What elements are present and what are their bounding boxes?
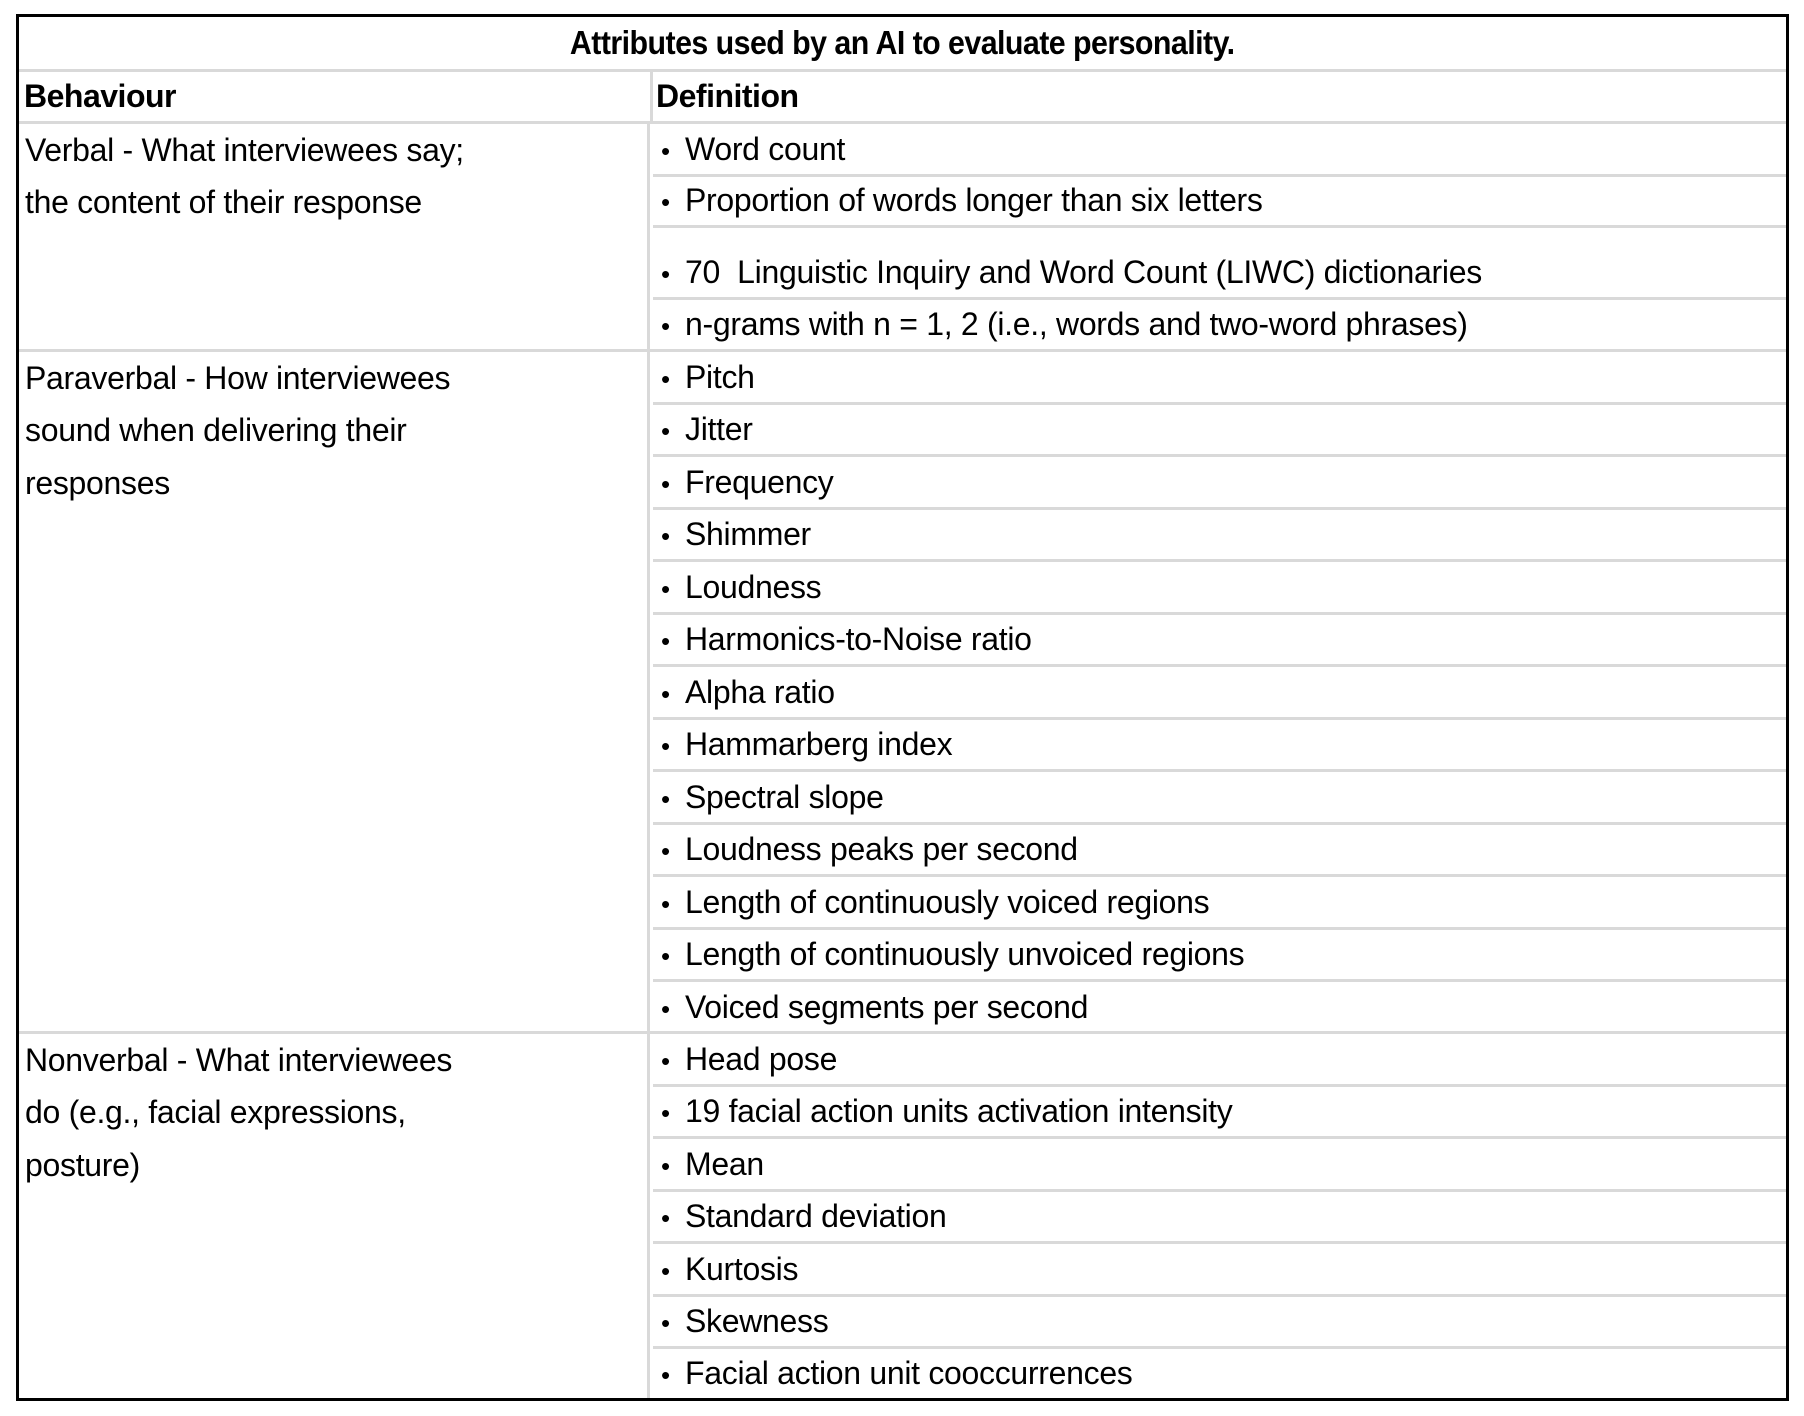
table-row [653,982,1786,1032]
table-title-row [19,17,1786,72]
table-row [653,772,1786,825]
definition-text: Pitch [685,358,755,395]
definition-list-paraverbal [653,352,1786,1032]
bullet-icon: • [661,1203,670,1233]
section-label-line: sound when delivering their [25,412,407,449]
definition-text: Standard deviation [685,1198,947,1234]
definition-text: Proportion of words longer than six letters [685,182,1263,218]
definition-text: Harmonics-to-Noise ratio [685,621,1032,657]
table-row [653,720,1786,773]
table-row [653,1087,1786,1140]
table-row [653,510,1786,563]
table-row [653,124,1786,177]
bullet-icon: • [661,521,670,551]
bullet-icon: • [661,731,670,761]
table-row [653,667,1786,720]
table-row [653,1139,1786,1192]
column-header-behaviour: Behaviour [24,78,176,114]
definition-text: Head pose [685,1040,838,1077]
table-row [653,352,1786,405]
table-row [653,405,1786,458]
bullet-icon: • [661,941,670,971]
bullet-icon: • [661,626,670,656]
definition-text: Loudness peaks per second [685,831,1078,867]
bullet-icon: • [661,1150,670,1181]
table-row [653,228,1786,300]
definition-text: n-grams with n = 1, 2 (i.e., words and two-word phrases) [685,306,1468,342]
definition-text: 19 facial action units activation intensity [685,1093,1233,1129]
definition-text: Spectral slope [685,778,884,815]
bullet-icon: • [661,136,670,166]
bullet-icon: • [661,1255,670,1286]
definition-text: Length of continuously unvoiced regions [685,936,1245,972]
bullet-icon: • [661,993,670,1024]
bullet-icon: • [661,363,670,394]
section-label-line: Verbal - What interviewees say; [25,132,464,168]
table-row [653,930,1786,983]
section-label-line: Paraverbal - How interviewees [25,360,451,396]
bullet-icon: • [661,1098,670,1128]
section-label-line: Nonverbal - What interviewees [25,1042,453,1078]
section-label-line: do (e.g., facial expressions, [25,1094,406,1131]
attributes-table [16,14,1789,1401]
bullet-icon: • [661,783,670,814]
section-verbal [19,124,1786,352]
table-row [653,457,1786,510]
table-row [653,177,1786,228]
definition-text: Mean [685,1145,764,1182]
bullet-icon: • [661,836,670,866]
section-label-line: responses [25,464,170,501]
definition-text: Length of continuously voiced regions [685,883,1210,920]
bullet-icon: • [661,1360,670,1390]
table-row [653,615,1786,668]
table-row [653,825,1786,878]
section-label-paraverbal [19,352,650,1031]
definition-text: Frequency [685,463,834,500]
bullet-icon: • [661,678,670,709]
definition-text: Shimmer [685,516,811,552]
bullet-icon: • [661,1045,670,1076]
bullet-icon: • [661,468,670,499]
definition-text: Word count [685,131,846,167]
table-row [653,1349,1786,1398]
table-title: Attributes used by an AI to evaluate personality. [570,24,1235,61]
definition-text: 70 Linguistic Inquiry and Word Count (LIWC) dictionaries [685,254,1482,290]
bullet-icon: • [661,416,670,446]
table-row [653,1192,1786,1245]
definition-list-nonverbal [653,1034,1786,1398]
bullet-icon: • [661,573,670,604]
definition-text: Kurtosis [685,1250,799,1287]
table-row [653,300,1786,349]
bullet-icon: • [661,1308,670,1338]
table-row [653,1297,1786,1350]
table-header-row [19,72,1786,124]
definition-text: Facial action unit cooccurrences [685,1355,1133,1391]
bullet-icon: • [661,311,670,341]
definition-list-verbal [653,124,1786,349]
definition-text: Alpha ratio [685,673,835,710]
definition-text: Hammarberg index [685,726,953,762]
definition-text: Voiced segments per second [685,988,1089,1025]
section-label-verbal [19,124,650,349]
section-label-line: posture) [25,1146,140,1183]
table-row [653,1244,1786,1297]
column-divider [650,72,653,121]
definition-text: Jitter [685,411,753,447]
section-label-line: the content of their response [25,184,422,221]
section-nonverbal [19,1034,1786,1398]
bullet-icon: • [661,259,670,289]
definition-text: Skewness [685,1303,829,1339]
section-label-nonverbal [19,1034,650,1398]
table-row [653,562,1786,615]
table-row [653,1034,1786,1087]
definition-text: Loudness [685,568,822,605]
table-row [653,877,1786,930]
section-paraverbal [19,352,1786,1034]
bullet-icon: • [661,888,670,919]
bullet-icon: • [661,187,670,217]
column-header-definition: Definition [656,78,799,114]
